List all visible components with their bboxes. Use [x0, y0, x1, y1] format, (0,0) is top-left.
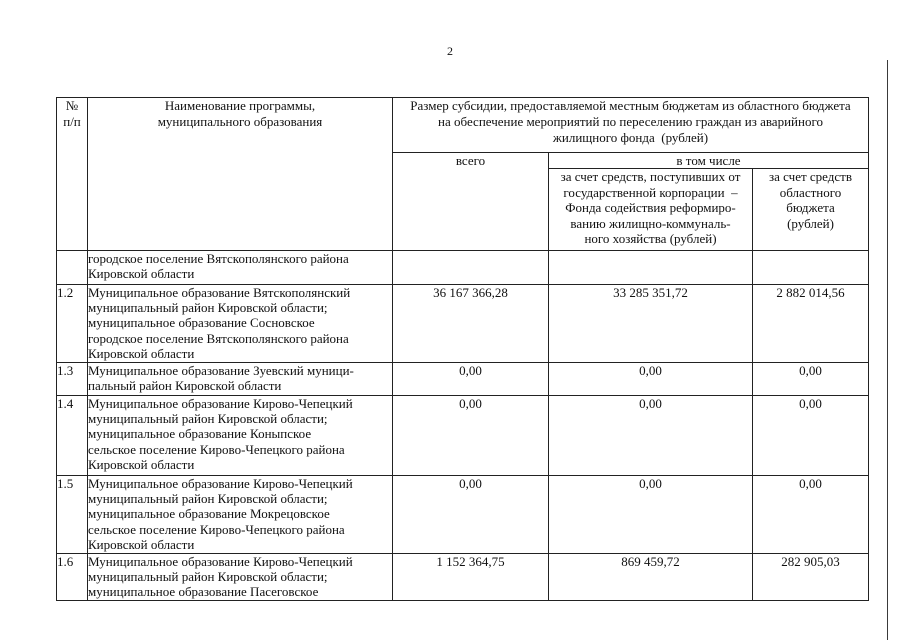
row-number-cell: 1.5 — [57, 476, 88, 554]
table-header — [57, 98, 869, 251]
fund-amount-cell — [549, 251, 753, 285]
header-subsidy-cell: Размер субсидии, предоставляемой местным бюджетам из областного бюджета на обеспечение мероприятий по переселению граждан из аварийного жилищного фонда (рублей) — [393, 98, 869, 153]
municipality-name-cell: Муниципальное образование Зуевский муници- пальный район Кировской области — [88, 363, 393, 396]
scan-edge-line — [887, 60, 888, 640]
regional-amount-cell: 0,00 — [753, 363, 869, 396]
table-row — [57, 554, 869, 601]
municipality-name-cell: Муниципальное образование Вятскополянский муниципальный район Кировской области; муниципальное образование Сосновское городское поселение Вятскополянского района Кировской области — [88, 285, 393, 363]
row-number-cell: 1.4 — [57, 396, 88, 476]
municipality-name-cell: Муниципальное образование Кирово-Чепецкий муниципальный район Кировской области; муниципальное образование Пасеговское — [88, 554, 393, 601]
header-including-cell: в том числе — [549, 153, 869, 169]
regional-amount-cell — [753, 251, 869, 285]
header-row — [57, 98, 869, 153]
regional-amount-cell: 0,00 — [753, 476, 869, 554]
fund-amount-cell: 33 285 351,72 — [549, 285, 753, 363]
table-row — [57, 396, 869, 476]
header-fund-cell: за счет средств, поступивших от государственной корпорации – Фонда содействия реформиро- ванию жилищно-коммуналь- ного хозяйства (рублей) — [549, 169, 753, 251]
fund-amount-cell: 0,00 — [549, 396, 753, 476]
row-number-cell: 1.2 — [57, 285, 88, 363]
municipality-name-cell: городское поселение Вятскополянского района Кировской области — [88, 251, 393, 285]
total-amount-cell — [393, 251, 549, 285]
fund-amount-cell: 0,00 — [549, 476, 753, 554]
fund-amount-cell: 869 459,72 — [549, 554, 753, 601]
municipality-name-cell: Муниципальное образование Кирово-Чепецкий муниципальный район Кировской области; муниципальное образование Мокрецовское сельское поселение Кирово-Чепецкого района Кировской области — [88, 476, 393, 554]
row-number-cell: 1.3 — [57, 363, 88, 396]
page-number: 2 — [447, 44, 453, 58]
row-number-cell — [57, 251, 88, 285]
fund-amount-cell: 0,00 — [549, 363, 753, 396]
total-amount-cell: 0,00 — [393, 396, 549, 476]
total-amount-cell: 0,00 — [393, 476, 549, 554]
subsidy-table — [56, 97, 869, 601]
total-amount-cell: 0,00 — [393, 363, 549, 396]
header-regional-cell: за счет средств областного бюджета (рублей) — [753, 169, 869, 251]
table-row — [57, 363, 869, 396]
municipality-name-cell: Муниципальное образование Кирово-Чепецкий муниципальный район Кировской области; муниципальное образование Коныпское сельское поселение Кирово-Чепецкого района Кировской области — [88, 396, 393, 476]
regional-amount-cell: 2 882 014,56 — [753, 285, 869, 363]
header-name-cell: Наименование программы, муниципального образования — [88, 98, 393, 251]
header-number-cell: № п/п — [57, 98, 88, 251]
table-body — [57, 251, 869, 601]
regional-amount-cell: 282 905,03 — [753, 554, 869, 601]
total-amount-cell: 36 167 366,28 — [393, 285, 549, 363]
table-row — [57, 251, 869, 285]
header-total-cell: всего — [393, 153, 549, 251]
table-row — [57, 285, 869, 363]
regional-amount-cell: 0,00 — [753, 396, 869, 476]
total-amount-cell: 1 152 364,75 — [393, 554, 549, 601]
row-number-cell: 1.6 — [57, 554, 88, 601]
table-row — [57, 476, 869, 554]
